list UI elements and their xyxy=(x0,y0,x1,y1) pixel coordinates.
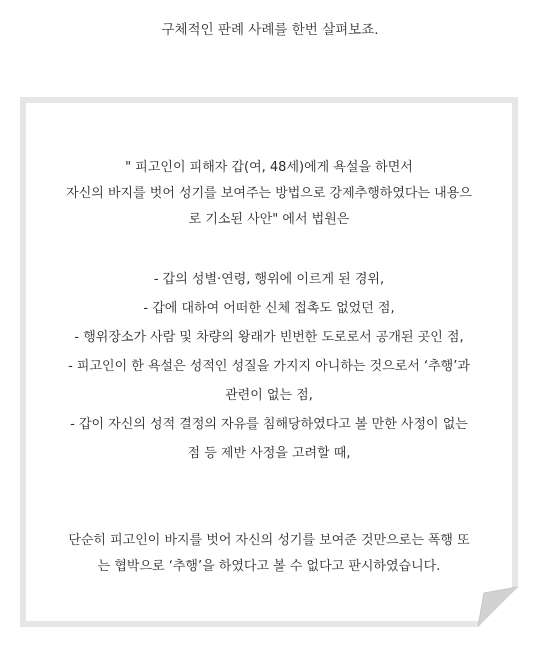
list-item: - 갑의 성별·연령, 행위에 이르게 된 경위, xyxy=(153,272,385,287)
ruling-paragraph xyxy=(34,528,504,580)
text-line: 는 협박으로 ‘추행’을 하였다고 볼 수 없다고 판시하였습니다. xyxy=(97,559,441,574)
list-item: - 갑에 대하여 어떠한 신체 접촉도 없었던 점, xyxy=(143,301,395,316)
text-line: 자신의 바지를 벗어 성기를 보여주는 방법으로 강제추행하였다는 내용으 xyxy=(66,186,472,201)
list-item: - 행위장소가 사람 및 차량의 왕래가 빈번한 도로로서 공개된 곳인 점, xyxy=(74,330,464,345)
list-item: 점 등 제반 사정을 고려할 때, xyxy=(187,446,351,461)
case-summary-paragraph xyxy=(34,155,504,233)
list-item: 관련이 없는 점, xyxy=(225,388,313,403)
page-curl-icon xyxy=(478,587,518,627)
considerations-list xyxy=(34,265,504,468)
list-item: - 피고인이 한 욕설은 성적인 성질을 가지지 아니하는 것으로서 ‘추행’과 xyxy=(68,359,470,374)
text-line: 단순히 피고인이 바지를 벗어 자신의 성기를 보여준 것만으로는 폭행 또 xyxy=(68,533,470,548)
text-line: " 피고인이 피해자 갑(여, 48세)에게 욕설을 하면서 xyxy=(125,160,413,175)
list-item: - 갑이 자신의 성적 결정의 자유를 침해당하였다고 볼 만한 사정이 없는 xyxy=(70,417,468,432)
intro-text: 구체적인 판례 사례를 한번 살펴보죠. xyxy=(161,22,379,38)
text-line: 로 기소된 사안" 에서 법원은 xyxy=(188,212,350,227)
quote-card xyxy=(20,97,518,627)
